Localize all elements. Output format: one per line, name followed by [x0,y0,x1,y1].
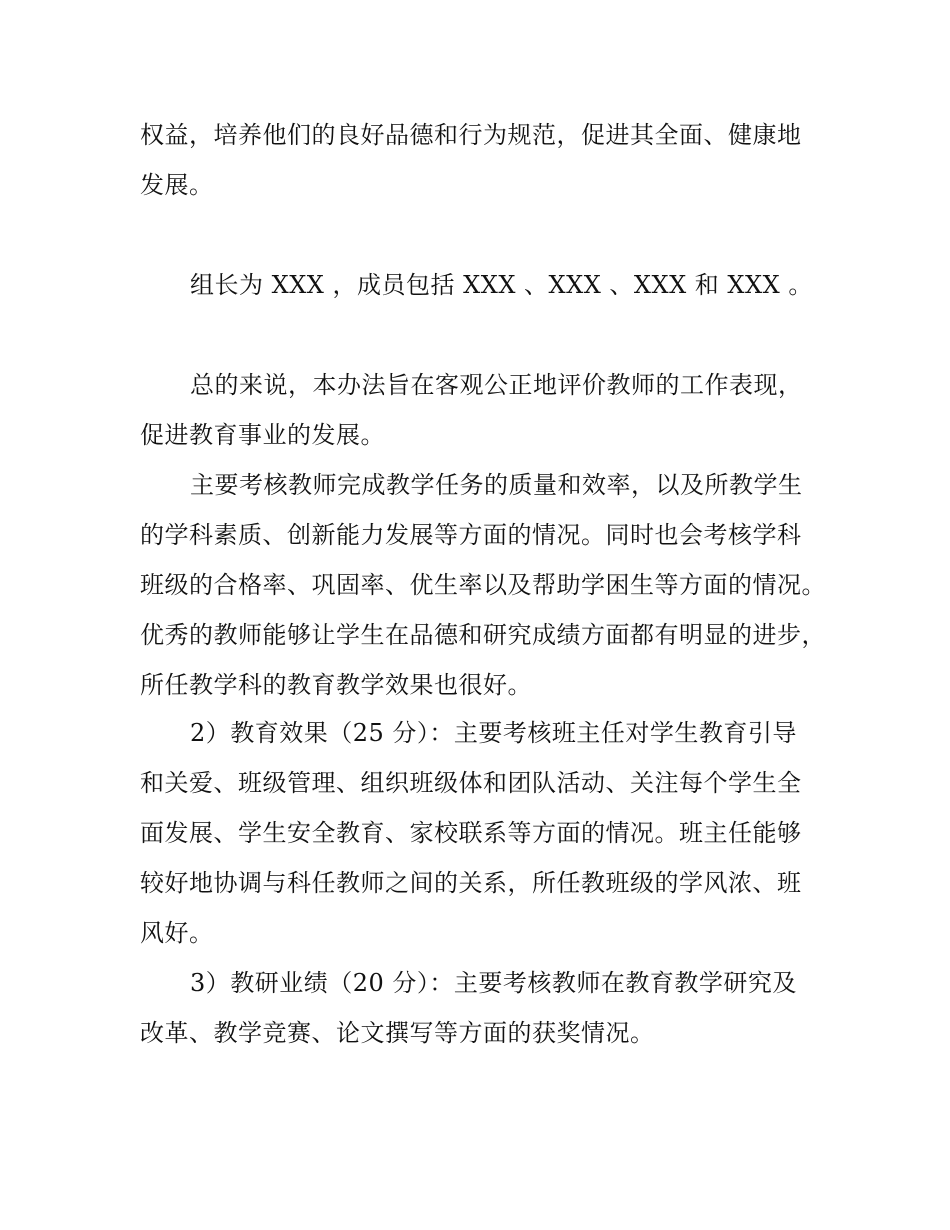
paragraph-4-line-5: 所任教学科的教育教学效果也很好。 [140,671,532,699]
paragraph-2-line-1: 组长为 XXX ，成员包括 XXX 、XXX 、XXX 和 XXX 。 [190,271,813,299]
paragraph-3-line-1: 总的来说，本办法旨在客观公正地评价教师的工作表现， [190,371,803,399]
paragraph-5-line-4: 较好地协调与科任教师之间的关系，所任教班级的学风浓、班 [140,869,802,897]
paragraph-4-line-1: 主要考核教师完成教学任务的质量和效率，以及所教学生 [190,471,803,499]
paragraph-4-line-2: 的学科素质、创新能力发展等方面的情况。同时也会考核学科 [140,521,802,549]
paragraph-1-line-2: 发展。 [140,171,214,199]
paragraph-4-line-4: 优秀的教师能够让学生在品德和研究成绩方面都有明显的进步， [140,621,826,649]
paragraph-6-line-1: 3）教研业绩（20 分）：主要考核教师在教育教学研究及 [190,969,797,997]
paragraph-5-line-3: 面发展、学生安全教育、家校联系等方面的情况。班主任能够 [140,819,802,847]
paragraph-1-line-1: 权益，培养他们的良好品德和行为规范，促进其全面、健康地 [140,121,802,149]
paragraph-3-line-2: 促进教育事业的发展。 [140,421,385,449]
paragraph-6-line-2: 改革、教学竞赛、论文撰写等方面的获奖情况。 [140,1019,655,1047]
paragraph-5-line-1: 2）教育效果（25 分）：主要考核班主任对学生教育引导 [190,719,797,747]
paragraph-5-line-2: 和关爱、班级管理、组织班级体和团队活动、关注每个学生全 [140,769,802,797]
paragraph-5-line-5: 风好。 [140,919,214,947]
paragraph-4-line-3: 班级的合格率、巩固率、优生率以及帮助学困生等方面的情况。 [140,571,826,599]
